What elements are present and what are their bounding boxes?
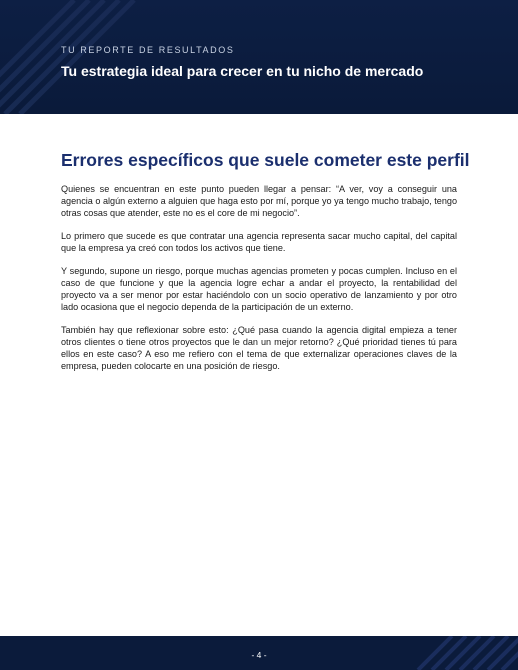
paragraph-2: Lo primero que sucede es que contratar una agencia representa sacar mucho capital, del capital que la empresa ya creó con todos los activos que tiene.: [61, 231, 457, 253]
main-content: [61, 150, 470, 383]
footer-banner: [0, 636, 518, 670]
section-title: Errores específicos que suele cometer este perfil: [61, 150, 470, 170]
paragraph-1: Quienes se encuentran en este punto pueden llegar a pensar: “A ver, voy a conseguir una agencia o algún externo a alguien que haga esto por mí, porque yo ya tengo mucho trabajo, tengo otras cosas que atender, este no es el core de mi negocio”.: [61, 184, 457, 218]
report-eyebrow: TU REPORTE DE RESULTADOS: [61, 45, 235, 55]
paragraph-3: Y segundo, supone un riesgo, porque muchas agencias prometen y pocas cumplen. Incluso en el caso de que funcione y que la agencia logre echar a andar el proyecto, la rentabilidad del proyecto va a ser menor por estar haciéndolo con un socio operativo de lanzamiento y por otro lado ocasiona que el negocio dependa de la participación de un externo.: [61, 266, 457, 312]
header-banner: [0, 0, 518, 114]
paragraph-4: También hay que reflexionar sobre esto: ¿Qué pasa cuando la agencia digital empieza a tener otros clientes o tiene otros proyectos que le dan un mejor retorno? ¿Qué prioridad tienes tú para ellos en este caso? A eso me refiero con el tema de que externalizar operaciones claves de la empresa, pueden colocarte en una posición de riesgo.: [61, 325, 457, 371]
page-number: - 4 -: [251, 650, 267, 660]
diagonal-stripes-decoration: [0, 0, 200, 114]
header-title: Tu estrategia ideal para crecer en tu nicho de mercado: [61, 63, 424, 79]
